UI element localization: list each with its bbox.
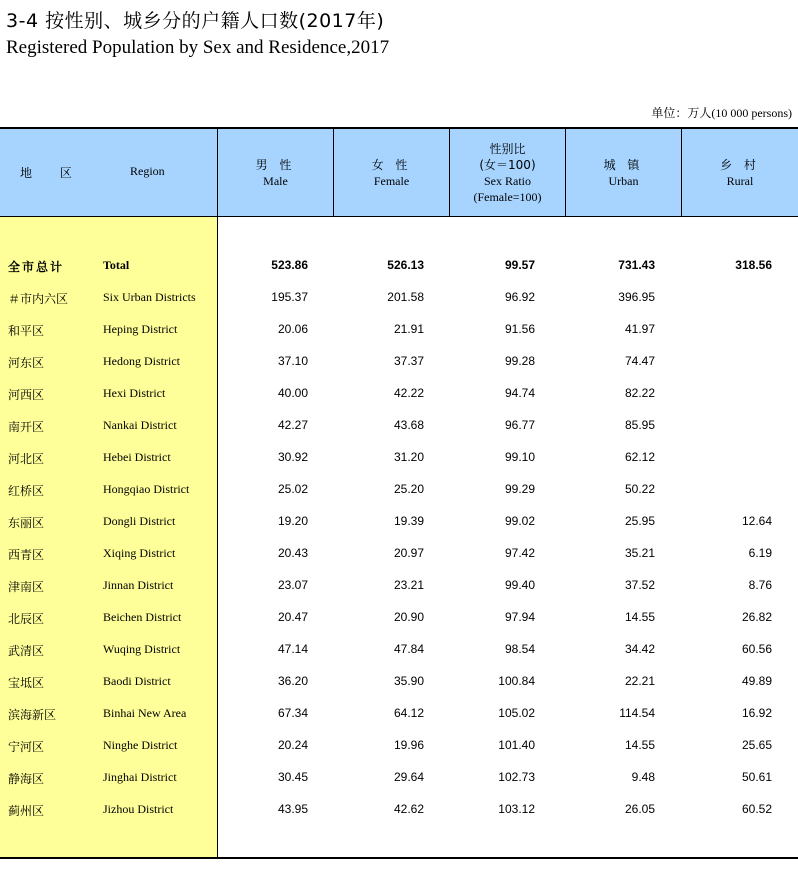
table-row xyxy=(0,442,798,474)
urban-cell: 50.22 xyxy=(624,482,655,496)
header-male-en: Male xyxy=(263,173,288,188)
female-cell: 526.13 xyxy=(387,258,424,272)
region-cn-cell: 东丽区 xyxy=(8,516,45,530)
rural-cell: 25.65 xyxy=(741,738,772,752)
female-cell: 43.68 xyxy=(393,418,424,432)
table-row xyxy=(0,378,798,410)
region-cn-cell: 和平区 xyxy=(8,324,45,338)
male-cell: 30.45 xyxy=(277,770,308,784)
region-cn-cell: 武清区 xyxy=(8,644,45,658)
table-row xyxy=(0,634,798,666)
divider-header-4 xyxy=(681,129,682,216)
table-row xyxy=(0,538,798,570)
rural-cell: 26.82 xyxy=(741,610,772,624)
urban-cell: 85.95 xyxy=(624,418,655,432)
sex-ratio-cell: 96.92 xyxy=(504,290,535,304)
female-cell: 31.20 xyxy=(393,450,424,464)
male-cell: 20.24 xyxy=(277,738,308,752)
sex-ratio-cell: 99.40 xyxy=(504,578,535,592)
region-cn-cell: 宝坻区 xyxy=(8,676,45,690)
male-cell: 47.14 xyxy=(277,642,308,656)
table-row xyxy=(0,570,798,602)
male-cell: 42.27 xyxy=(277,418,308,432)
region-en-cell: Six Urban Districts xyxy=(103,290,196,304)
male-cell: 19.20 xyxy=(277,514,308,528)
region-cn-cell: 滨海新区 xyxy=(8,708,57,722)
region-cn-cell: 南开区 xyxy=(8,420,45,434)
sex-ratio-cell: 102.73 xyxy=(498,770,535,784)
sex-ratio-cell: 97.94 xyxy=(504,610,535,624)
urban-cell: 37.52 xyxy=(624,578,655,592)
male-cell: 37.10 xyxy=(277,354,308,368)
urban-cell: 74.47 xyxy=(624,354,655,368)
header-female-cn: 女 性 xyxy=(371,157,412,172)
table-row xyxy=(0,506,798,538)
female-cell: 29.64 xyxy=(393,770,424,784)
sex-ratio-cell: 99.02 xyxy=(504,514,535,528)
page-title-cn: 3-4 按性别、城乡分的户籍人口数(2017年) xyxy=(6,10,385,32)
region-cn-cell: 红桥区 xyxy=(8,484,45,498)
urban-cell: 396.95 xyxy=(618,290,655,304)
male-cell: 36.20 xyxy=(277,674,308,688)
region-en-cell: Wuqing District xyxy=(103,642,181,656)
unit-label-cn: 单位：万人 xyxy=(651,106,712,120)
header-region-en: Region xyxy=(130,164,165,178)
rural-cell: 60.52 xyxy=(741,802,772,816)
table-row xyxy=(0,666,798,698)
urban-cell: 114.54 xyxy=(619,706,655,720)
sex-ratio-cell: 101.40 xyxy=(498,738,535,752)
table-row xyxy=(0,730,798,762)
header-sex-ratio xyxy=(450,129,565,216)
region-en-cell: Jinghai District xyxy=(103,770,177,784)
header-female-en: Female xyxy=(373,173,410,188)
urban-cell: 14.55 xyxy=(624,610,655,624)
header-urban xyxy=(566,129,681,216)
rural-cell: 6.19 xyxy=(748,546,772,560)
male-cell: 43.95 xyxy=(277,802,308,816)
table-row xyxy=(0,474,798,506)
header-female xyxy=(334,129,449,216)
female-cell: 42.62 xyxy=(393,802,424,816)
rural-cell: 50.61 xyxy=(741,770,772,784)
sex-ratio-cell: 99.28 xyxy=(504,354,535,368)
table-row xyxy=(0,698,798,730)
header-rural xyxy=(682,129,798,216)
sex-ratio-cell: 105.02 xyxy=(498,706,535,720)
rural-cell: 49.89 xyxy=(741,674,772,688)
female-cell: 35.90 xyxy=(393,674,424,688)
region-en-cell: Binhai New Area xyxy=(103,706,187,720)
region-en-cell: Total xyxy=(103,258,130,272)
sex-ratio-cell: 98.54 xyxy=(504,642,535,656)
rural-cell: 8.76 xyxy=(748,578,772,592)
header-rural-cn: 乡 村 xyxy=(720,157,760,172)
header-ratio-en2: (Female=100) xyxy=(473,189,542,204)
table-row xyxy=(0,346,798,378)
page-title-en: Registered Population by Sex and Residence,2017 xyxy=(6,37,390,58)
sex-ratio-cell: 96.77 xyxy=(504,418,535,432)
rural-cell: 318.56 xyxy=(735,258,772,272)
table-row xyxy=(0,282,798,314)
header-rural-en: Rural xyxy=(726,173,754,188)
region-en-cell: Hongqiao District xyxy=(103,482,190,496)
urban-cell: 731.43 xyxy=(618,258,655,272)
male-cell: 23.07 xyxy=(277,578,308,592)
female-cell: 20.90 xyxy=(393,610,424,624)
female-cell: 64.12 xyxy=(393,706,424,720)
region-cn-cell: 静海区 xyxy=(8,772,45,786)
urban-cell: 35.21 xyxy=(624,546,655,560)
region-cn-cell: 河北区 xyxy=(8,452,45,466)
population-table xyxy=(0,127,798,859)
header-region-cn: 地 区 xyxy=(20,166,84,180)
region-en-cell: Xiqing District xyxy=(103,546,176,560)
region-en-cell: Hedong District xyxy=(103,354,180,368)
male-cell: 25.02 xyxy=(277,482,308,496)
urban-cell: 9.48 xyxy=(631,770,655,784)
sex-ratio-cell: 97.42 xyxy=(504,546,535,560)
region-cn-cell: 河西区 xyxy=(8,388,45,402)
region-cn-cell: 蓟州区 xyxy=(8,804,45,818)
table-row xyxy=(0,794,798,826)
sex-ratio-cell: 99.10 xyxy=(504,450,535,464)
divider-header-3 xyxy=(565,129,566,216)
header-region xyxy=(0,129,217,216)
region-cn-cell: 津南区 xyxy=(8,580,45,594)
region-cn-cell: ＃市内六区 xyxy=(8,292,69,306)
urban-cell: 82.22 xyxy=(624,386,655,400)
female-cell: 37.37 xyxy=(393,354,424,368)
unit-label xyxy=(651,104,792,121)
header-ratio-cn: 性别比 xyxy=(489,141,526,156)
header-urban-cn: 城 镇 xyxy=(603,157,644,172)
table-row xyxy=(0,314,798,346)
region-cn-cell: 河东区 xyxy=(8,356,45,370)
female-cell: 23.21 xyxy=(393,578,424,592)
urban-cell: 14.55 xyxy=(624,738,655,752)
region-en-cell: Heping District xyxy=(103,322,178,336)
female-cell: 25.20 xyxy=(393,482,424,496)
header-male xyxy=(218,129,333,216)
sex-ratio-cell: 100.84 xyxy=(498,674,535,688)
male-cell: 195.37 xyxy=(271,290,308,304)
header-ratio-cn2: (女＝100) xyxy=(479,157,536,172)
region-en-cell: Beichen District xyxy=(103,610,182,624)
male-cell: 67.34 xyxy=(277,706,308,720)
table-row xyxy=(0,250,798,282)
female-cell: 201.58 xyxy=(387,290,424,304)
female-cell: 19.96 xyxy=(393,738,424,752)
header-male-cn: 男 性 xyxy=(255,157,296,172)
rural-cell: 12.64 xyxy=(741,514,772,528)
male-cell: 20.47 xyxy=(277,610,308,624)
urban-cell: 62.12 xyxy=(624,450,655,464)
male-cell: 30.92 xyxy=(277,450,308,464)
rural-cell: 16.92 xyxy=(741,706,772,720)
urban-cell: 26.05 xyxy=(624,802,655,816)
male-cell: 20.06 xyxy=(277,322,308,336)
header-urban-en: Urban xyxy=(608,173,639,188)
region-cn-cell: 西青区 xyxy=(8,548,45,562)
male-cell: 40.00 xyxy=(277,386,308,400)
rural-cell: 60.56 xyxy=(741,642,772,656)
urban-cell: 41.97 xyxy=(624,322,655,336)
divider-header-1 xyxy=(333,129,334,216)
table-row xyxy=(0,410,798,442)
male-cell: 523.86 xyxy=(271,258,308,272)
region-en-cell: Dongli District xyxy=(103,514,176,528)
urban-cell: 34.42 xyxy=(624,642,655,656)
sex-ratio-cell: 94.74 xyxy=(504,386,535,400)
table-row xyxy=(0,762,798,794)
region-en-cell: Jizhou District xyxy=(103,802,174,816)
divider-header-2 xyxy=(449,129,450,216)
sex-ratio-cell: 99.57 xyxy=(504,258,535,272)
region-en-cell: Hebei District xyxy=(103,450,171,464)
region-en-cell: Baodi District xyxy=(103,674,171,688)
unit-label-en: (10 000 persons) xyxy=(711,106,792,120)
header-ratio-en: Sex Ratio xyxy=(484,173,531,188)
female-cell: 42.22 xyxy=(393,386,424,400)
female-cell: 21.91 xyxy=(393,322,424,336)
region-cn-cell: 宁河区 xyxy=(8,740,45,754)
region-en-cell: Nankai District xyxy=(103,418,177,432)
female-cell: 47.84 xyxy=(393,642,424,656)
region-cn-cell: 全市总计 xyxy=(8,260,65,274)
table-row xyxy=(0,602,798,634)
sex-ratio-cell: 91.56 xyxy=(504,322,535,336)
urban-cell: 25.95 xyxy=(624,514,655,528)
region-en-cell: Jinnan District xyxy=(103,578,174,592)
region-en-cell: Ninghe District xyxy=(103,738,178,752)
female-cell: 19.39 xyxy=(393,514,424,528)
urban-cell: 22.21 xyxy=(624,674,655,688)
sex-ratio-cell: 99.29 xyxy=(504,482,535,496)
sex-ratio-cell: 103.12 xyxy=(498,802,535,816)
region-en-cell: Hexi District xyxy=(103,386,166,400)
female-cell: 20.97 xyxy=(393,546,424,560)
male-cell: 20.43 xyxy=(277,546,308,560)
region-cn-cell: 北辰区 xyxy=(8,612,45,626)
